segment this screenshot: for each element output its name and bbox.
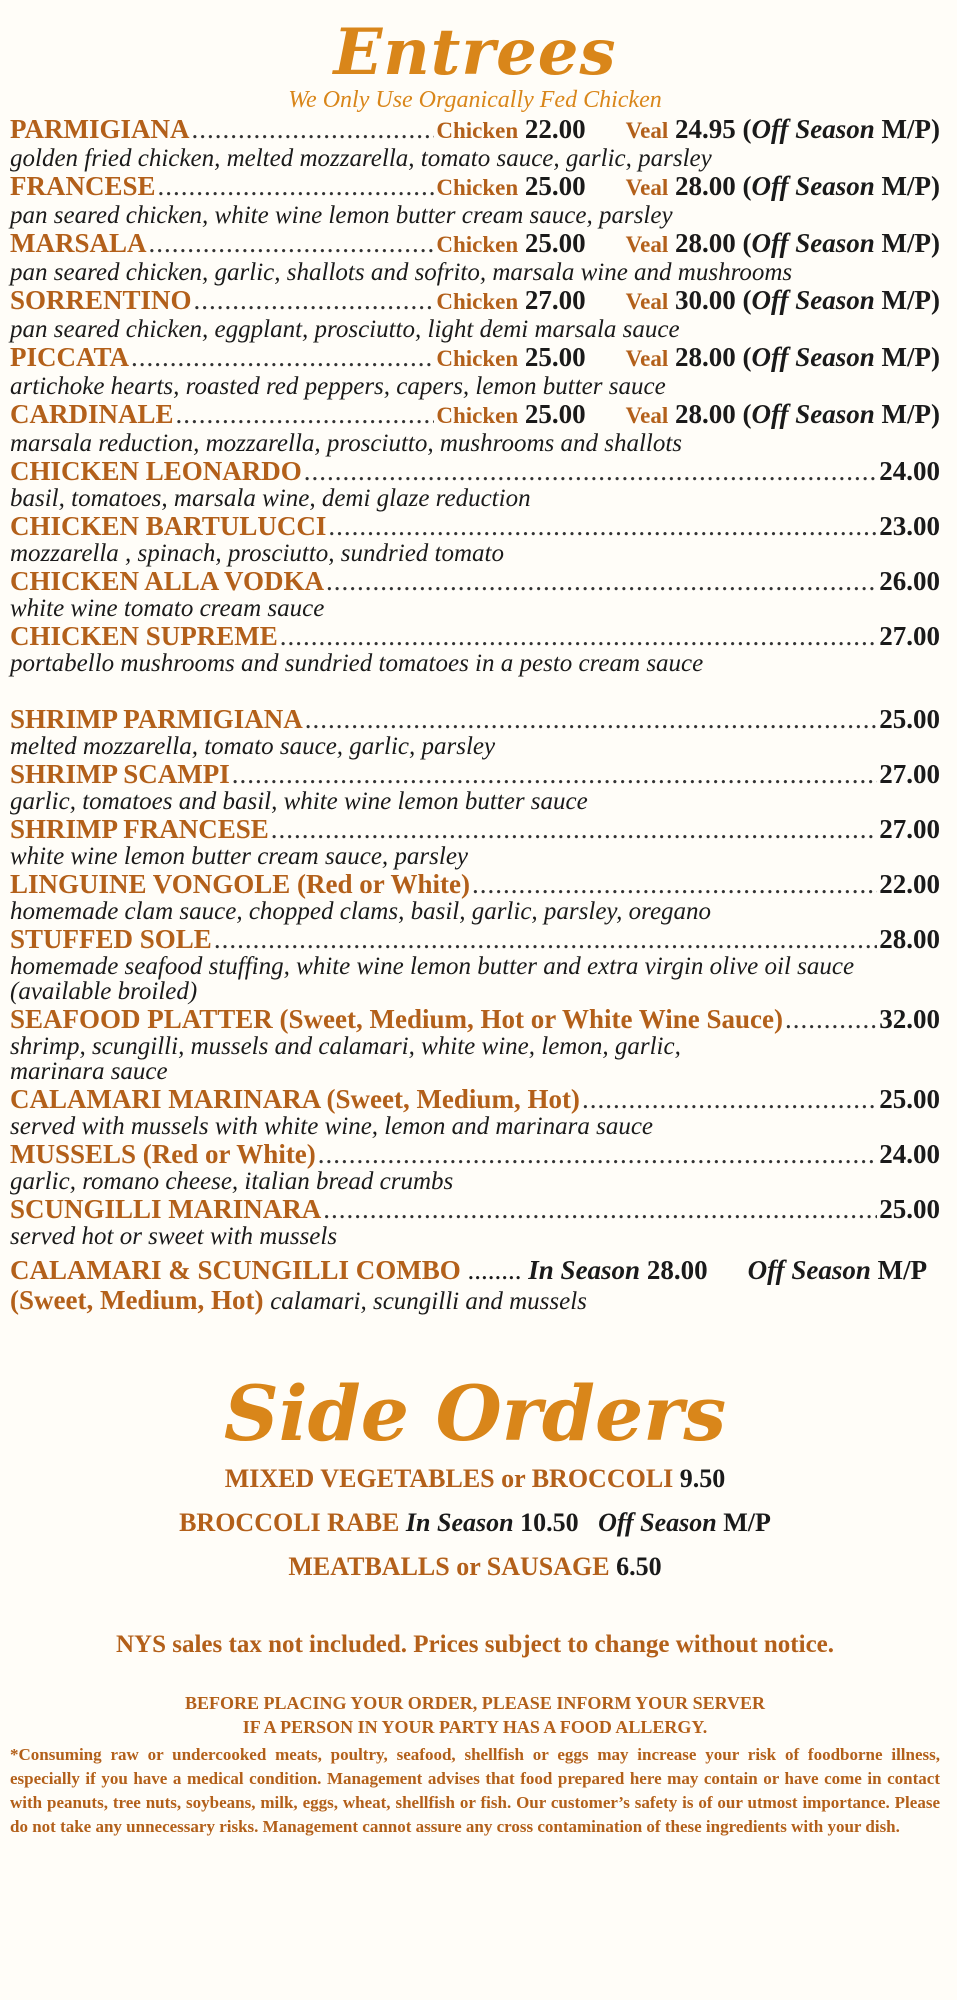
item-desc: white wine tomato cream sauce	[10, 595, 325, 622]
side-name: MIXED VEGETABLES or BROCCOLI	[224, 1464, 674, 1493]
item-desc: artichoke hearts, roasted red peppers, capers, lemon butter sauce	[10, 373, 666, 400]
chicken-label: Chicken	[436, 346, 519, 371]
dual-price-list	[10, 114, 940, 456]
item-name: SEAFOOD PLATTER (Sweet, Medium, Hot or White Wine Sauce)	[10, 1004, 784, 1034]
item-desc: shrimp, scungilli, mussels and calamari, white wine, lemon, garlic, marinara sauce	[10, 1033, 681, 1085]
off-season-label: Off Season	[598, 1508, 717, 1537]
item-price: 28.00	[879, 924, 940, 954]
item-price: 23.00	[879, 511, 940, 541]
item-desc: golden fried chicken, melted mozzarella, tomato sauce, garlic, parsley	[10, 145, 712, 172]
leader-dots: ........	[467, 1255, 522, 1285]
leader-dots	[158, 171, 435, 201]
mp-label: M/P	[881, 228, 931, 258]
item-name: PICCATA	[10, 342, 129, 372]
menu-item	[10, 456, 940, 511]
menu-item	[10, 704, 940, 759]
leader-dots	[582, 1084, 877, 1114]
menu-item	[10, 1004, 940, 1084]
item-price: 25.00	[879, 1194, 940, 1224]
item-desc: basil, tomatoes, marsala wine, demi glaze reduction	[10, 485, 531, 512]
side-item	[10, 1545, 940, 1589]
item-name: CHICKEN SUPREME	[10, 621, 278, 651]
leader-dots	[328, 511, 877, 541]
chicken-label: Chicken	[436, 232, 519, 257]
menu-page	[10, 0, 940, 1839]
veal-label: Veal	[625, 289, 669, 314]
item-price: 25.00	[879, 1084, 940, 1114]
menu-item: SORRENTINO ..... Chicken 27.00 Veal 30.00 ( Off Season M/P ) pan seared chicken, eggplant, prosciutto, light demi marsala sauce	[10, 285, 940, 342]
veal-label: Veal	[625, 232, 669, 257]
item-desc: pan seared chicken, garlic, shallots and sofrito, marsala wine and mushrooms	[10, 259, 793, 286]
leader-dots	[305, 704, 878, 734]
item-desc: white wine lemon butter cream sauce, parsley	[10, 843, 469, 870]
side-name: BROCCOLI RABE	[179, 1508, 400, 1537]
leader-dots	[271, 814, 877, 844]
side-price: 10.50	[520, 1508, 579, 1537]
allergy-notice-line1: BEFORE PLACING YOUR ORDER, PLEASE INFORM YOUR SERVER	[184, 1693, 766, 1713]
item-name: CALAMARI MARINARA (Sweet, Medium, Hot)	[10, 1084, 580, 1114]
item-desc: calamari, scungilli and mussels	[270, 1288, 587, 1315]
item-price: 32.00	[879, 1004, 940, 1034]
menu-item	[10, 1139, 940, 1194]
off-season-label: Off Season	[747, 1255, 871, 1285]
item-price: 27.00	[879, 621, 940, 651]
item-desc: served with mussels with white wine, lemon and marinara sauce	[10, 1113, 654, 1140]
mp-label: M/P	[877, 1255, 928, 1285]
item-name: SHRIMP SCAMPI	[10, 759, 230, 789]
item-name: SORRENTINO	[10, 285, 192, 315]
item-name: FRANCESE	[10, 171, 156, 201]
side-price: 6.50	[616, 1552, 662, 1581]
entrees-subtitle: We Only Use Organically Fed Chicken	[288, 87, 662, 113]
disclaimer: *Consuming raw or undercooked meats, poultry, seafood, shellfish or eggs may increase your risk of foodborne illness, especially if you have a medical condition. Management advises that food prepared here may contain or have come in contact with peanuts, tree nuts, soybeans, milk, eggs, wheat, shellfish or fish. Our customer’s safety is of our utmost importance. Please do not take any unnecessary risks. Management cannot assure any cross contamination of these ingredients with your dish.	[10, 1745, 940, 1836]
chicken-price: 25.00	[524, 171, 586, 201]
side-price: 9.50	[679, 1464, 726, 1493]
off-season-label: Off Season	[751, 399, 875, 429]
menu-item	[10, 759, 940, 814]
mp-label: M/P	[881, 399, 931, 429]
veal-label: Veal	[625, 175, 669, 200]
mp-label: M/P	[881, 342, 931, 372]
menu-item	[10, 621, 940, 676]
menu-item: MARSALA ..... Chicken 25.00 Veal 28.00 ( Off Season M/P ) pan seared chicken, garlic, shallots and sofrito, marsala wine and mushrooms	[10, 228, 940, 285]
off-season-label: Off Season	[751, 285, 875, 315]
item-name: STUFFED SOLE	[10, 924, 212, 954]
menu-item: CARDINALE ..... Chicken 25.00 Veal 28.00 ( Off Season M/P ) marsala reduction, mozzarella, prosciutto, mushrooms and shallots	[10, 399, 940, 456]
in-season-label: In Season	[405, 1508, 514, 1537]
menu-item	[10, 814, 940, 869]
leader-dots	[149, 228, 435, 258]
side-item	[10, 1457, 940, 1501]
item-name: SHRIMP PARMIGIANA	[10, 704, 303, 734]
off-season-label: Off Season	[751, 114, 875, 144]
side-item	[10, 1501, 940, 1545]
menu-item: PARMIGIANA ..... Chicken 22.00 Veal 24.95 ( Off Season M/P ) golden fried chicken, melted mozzarella, tomato sauce, garlic, parsley	[10, 114, 940, 171]
chicken-price: 27.00	[524, 285, 586, 315]
menu-item	[10, 511, 940, 566]
item-desc: pan seared chicken, white wine lemon butter cream sauce, parsley	[10, 202, 673, 229]
item-name: MUSSELS (Red or White)	[10, 1139, 316, 1169]
chicken-price: 25.00	[524, 228, 586, 258]
chicken-price: 25.00	[524, 342, 586, 372]
chicken-price: 25.00	[524, 399, 586, 429]
leader-dots	[318, 1139, 877, 1169]
mp-label: M/P	[881, 114, 931, 144]
leader-dots	[214, 924, 877, 954]
mp-label: M/P	[881, 171, 931, 201]
item-name: CHICKEN ALLA VODKA	[10, 566, 325, 596]
veal-price: 30.00	[674, 285, 736, 315]
chicken-label: Chicken	[436, 403, 519, 428]
seafood-list	[10, 704, 940, 1315]
in-season-label: In Season	[528, 1255, 641, 1285]
in-season-price: 28.00	[646, 1255, 708, 1285]
menu-item: PICCATA ..... Chicken 25.00 Veal 28.00 ( Off Season M/P ) artichoke hearts, roasted red peppers, capers, lemon butter sauce	[10, 342, 940, 399]
item-name: SHRIMP FRANCESE	[10, 814, 269, 844]
item-desc: mozzarella , spinach, prosciutto, sundried tomato	[10, 540, 504, 567]
chicken-list	[10, 456, 940, 676]
item-name: CHICKEN LEONARDO	[10, 456, 302, 486]
off-season-label: Off Season	[751, 228, 875, 258]
leader-dots	[304, 456, 877, 486]
side-orders-list	[10, 1457, 940, 1589]
item-name: LINGUINE VONGOLE (Red or White)	[10, 869, 471, 899]
leader-dots	[131, 342, 434, 372]
veal-price: 24.95	[674, 114, 736, 144]
item-name: PARMIGIANA	[10, 114, 190, 144]
combo-options: (Sweet, Medium, Hot)	[10, 1285, 264, 1315]
item-name: SCUNGILLI MARINARA	[10, 1194, 322, 1224]
item-price: 24.00	[879, 1139, 940, 1169]
item-desc: garlic, tomatoes and basil, white wine lemon butter sauce	[10, 788, 588, 815]
chicken-label: Chicken	[436, 175, 519, 200]
leader-dots	[326, 566, 877, 596]
item-price: 27.00	[879, 814, 940, 844]
item-price: 27.00	[879, 759, 940, 789]
menu-item	[10, 566, 940, 621]
item-desc: portabello mushrooms and sundried tomatoes in a pesto cream sauce	[10, 650, 704, 677]
veal-label: Veal	[625, 403, 669, 428]
off-season-label: Off Season	[751, 171, 875, 201]
item-name: CHICKEN BARTULUCCI	[10, 511, 327, 541]
mp-label: M/P	[881, 285, 931, 315]
leader-dots	[194, 285, 435, 315]
veal-price: 28.00	[674, 171, 736, 201]
tax-notice: NYS sales tax not included. Prices subject to change without notice.	[115, 1631, 835, 1658]
menu-item	[10, 869, 940, 924]
item-desc: served hot or sweet with mussels	[10, 1223, 338, 1250]
side-orders-title: Side Orders	[223, 1369, 727, 1458]
mp-label: M/P	[723, 1508, 771, 1537]
leader-dots	[323, 1194, 877, 1224]
menu-item: FRANCESE ..... Chicken 25.00 Veal 28.00 ( Off Season M/P ) pan seared chicken, white wine lemon butter cream sauce, parsley	[10, 171, 940, 228]
veal-price: 28.00	[674, 228, 736, 258]
veal-price: 28.00	[674, 342, 736, 372]
leader-dots	[232, 759, 877, 789]
veal-price: 28.00	[674, 399, 736, 429]
item-desc: homemade seafood stuffing, white wine lemon butter and extra virgin olive oil sauce (available broiled)	[10, 953, 855, 1005]
item-price: 22.00	[879, 869, 940, 899]
veal-label: Veal	[625, 346, 669, 371]
leader-dots	[472, 869, 877, 899]
chicken-label: Chicken	[436, 118, 519, 143]
item-desc: homemade clam sauce, chopped clams, basil, garlic, parsley, oregano	[10, 898, 712, 925]
entrees-title: Entrees	[333, 15, 617, 90]
item-price: 25.00	[879, 704, 940, 734]
leader-dots	[280, 621, 877, 651]
allergy-notice-line2: IF A PERSON IN YOUR PARTY HAS A FOOD ALLERGY.	[242, 1717, 708, 1737]
chicken-price: 22.00	[524, 114, 586, 144]
leader-dots	[176, 399, 435, 429]
leader-dots	[191, 114, 434, 144]
menu-item	[10, 1194, 940, 1249]
item-desc: pan seared chicken, eggplant, prosciutto, light demi marsala sauce	[10, 316, 680, 343]
item-name: CALAMARI & SCUNGILLI COMBO	[10, 1255, 461, 1285]
item-desc: marsala reduction, mozzarella, prosciutto, mushrooms and shallots	[10, 430, 683, 457]
leader-dots	[785, 1004, 877, 1034]
item-price: 26.00	[879, 566, 940, 596]
item-price: 24.00	[879, 456, 940, 486]
item-name: MARSALA	[10, 228, 147, 258]
menu-item-combo	[10, 1255, 940, 1315]
menu-item	[10, 1084, 940, 1139]
item-name: CARDINALE	[10, 399, 174, 429]
veal-label: Veal	[625, 118, 669, 143]
side-name: MEATBALLS or SAUSAGE	[288, 1552, 610, 1581]
item-desc: garlic, romano cheese, italian bread crumbs	[10, 1168, 454, 1195]
menu-item	[10, 924, 940, 1004]
off-season-label: Off Season	[751, 342, 875, 372]
item-desc: melted mozzarella, tomato sauce, garlic, parsley	[10, 733, 496, 760]
chicken-label: Chicken	[436, 289, 519, 314]
